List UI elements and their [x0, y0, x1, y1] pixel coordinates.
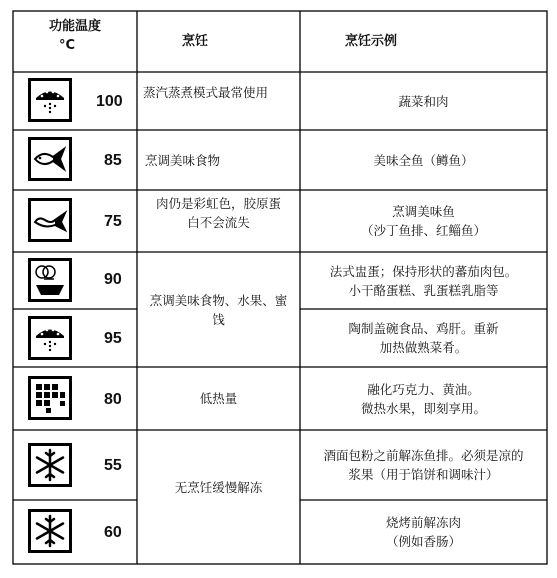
- header-cooking: 烹饪: [182, 34, 209, 49]
- cooking-fish: 烹调美味食物: [145, 152, 221, 168]
- chocolate-icon: [28, 376, 72, 420]
- temp-value: 80: [104, 391, 122, 408]
- steam-dome-icon: [28, 316, 72, 360]
- temp-value: 60: [104, 524, 122, 541]
- example-text: 法式盅蛋；保持形状的蕃茄肉包。 小干酪蛋糕、乳蛋糕乳脂等: [329, 263, 518, 298]
- example-text: 烧烤前解冻肉 （例如香肠）: [385, 515, 461, 549]
- example-text: 美味全鱼（鳟鱼）: [373, 152, 474, 168]
- example-text: 融化巧克力、黄油。 微热水果，即刻享用。: [360, 381, 486, 416]
- temp-value: 75: [104, 213, 122, 230]
- temp-value: 55: [104, 457, 122, 474]
- cooking-low-heat: 低热量: [199, 391, 238, 406]
- example-text: 烹调美味鱼 （沙丁鱼排、红鲻鱼）: [360, 204, 486, 238]
- header-example: 烹饪示例: [345, 34, 398, 49]
- cooking-protein: 肉仍是彩虹色，胶原蛋 白不会流失: [155, 196, 281, 230]
- unit-label: °C: [58, 38, 76, 53]
- temp-value: 85: [104, 152, 122, 169]
- fish-icon: [28, 137, 72, 181]
- temp-value: 100: [96, 93, 123, 110]
- snowflake-icon: [28, 509, 72, 553]
- steam-dome-icon: [28, 78, 72, 122]
- example-text: 蔬菜和肉: [398, 93, 449, 109]
- example-text: 陶制盖碗食品、鸡肝。重新 加热做熟菜肴。: [348, 321, 499, 355]
- temp-value: 95: [104, 330, 122, 347]
- cooking-defrost: 无烹饪缓慢解冻: [174, 480, 263, 495]
- bowl-eggs-icon: [28, 258, 72, 302]
- snowflake-icon: [28, 443, 72, 487]
- temp-value: 90: [104, 271, 122, 288]
- fish-fillet-icon: [28, 198, 72, 242]
- header-function-temp: [13, 11, 137, 72]
- example-text: 酒面包粉之前解冻鱼排。必须是凉的 浆果（用于馅饼和调味汁）: [323, 448, 524, 482]
- cooking-steam: 蒸汽蒸煮模式最常使用: [143, 84, 269, 100]
- function-temp-label: 功能温度: [48, 19, 101, 34]
- cooking-dessert: 烹调美味食物、水果、蜜 饯: [149, 292, 288, 327]
